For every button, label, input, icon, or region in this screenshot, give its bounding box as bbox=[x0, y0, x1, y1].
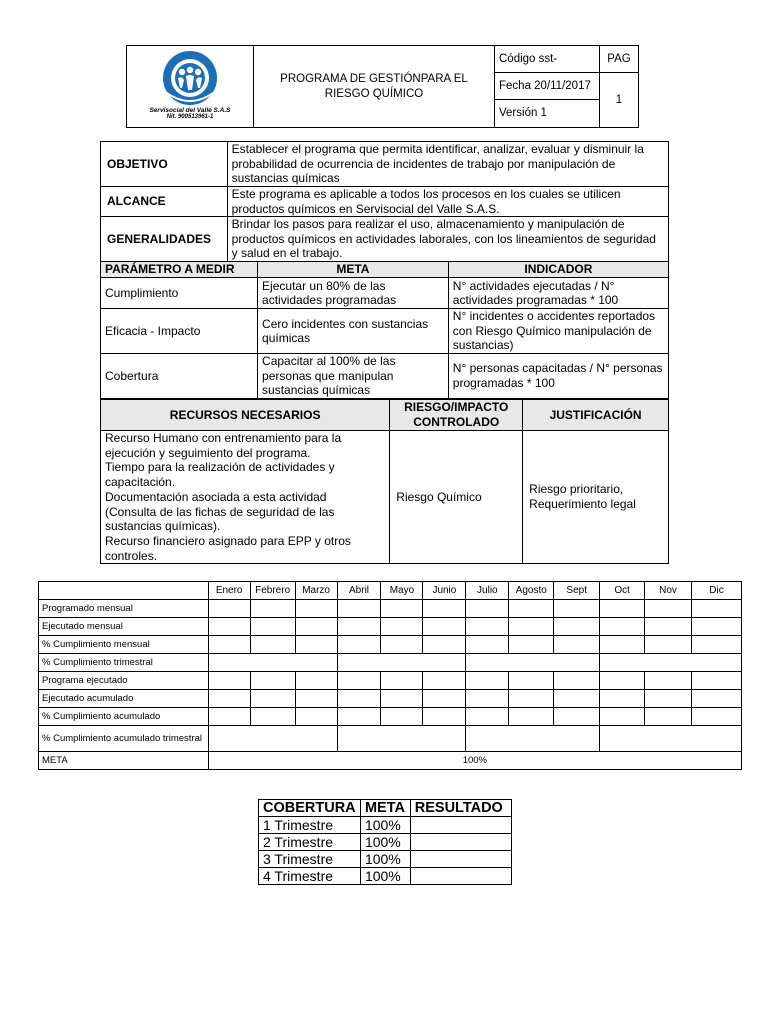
cell[interactable] bbox=[645, 600, 692, 618]
month-header: Sept bbox=[554, 582, 600, 600]
cell[interactable] bbox=[600, 600, 645, 618]
riesgo-text: Riesgo Químico bbox=[390, 431, 523, 564]
cell[interactable] bbox=[509, 672, 554, 690]
cell[interactable] bbox=[423, 618, 466, 636]
pag-value: 1 bbox=[600, 73, 639, 128]
meta-cell: 100% bbox=[360, 817, 410, 834]
cell[interactable] bbox=[381, 600, 423, 618]
month-header: Mayo bbox=[381, 582, 423, 600]
recursos-line: Documentación asociada a esta actividad bbox=[105, 489, 327, 504]
pag-label: PAG bbox=[600, 46, 639, 73]
cell[interactable] bbox=[466, 600, 509, 618]
month-header: Nov bbox=[645, 582, 692, 600]
col-parametro: PARÁMETRO A MEDIR bbox=[101, 262, 258, 278]
cell[interactable] bbox=[600, 636, 645, 654]
cell[interactable] bbox=[600, 708, 645, 726]
table-row bbox=[39, 752, 742, 770]
parametro-name: Cobertura bbox=[101, 354, 258, 399]
justificacion-line-1: Riesgo prioritario, bbox=[529, 482, 624, 497]
cell[interactable] bbox=[295, 690, 337, 708]
quarter-cell[interactable] bbox=[337, 654, 466, 672]
cell[interactable] bbox=[466, 690, 509, 708]
table-row bbox=[39, 726, 742, 752]
table-row bbox=[39, 600, 742, 618]
document-header bbox=[126, 45, 639, 128]
quarter-cell[interactable] bbox=[600, 654, 742, 672]
cell[interactable] bbox=[423, 636, 466, 654]
col-justificacion: JUSTIFICACIÓN bbox=[523, 400, 669, 431]
cell[interactable] bbox=[554, 672, 600, 690]
cell[interactable] bbox=[337, 636, 381, 654]
row-label: Ejecutado acumulado bbox=[39, 690, 209, 708]
cell[interactable] bbox=[554, 600, 600, 618]
table-row bbox=[259, 851, 512, 868]
company-logo-icon bbox=[155, 50, 225, 106]
col-resultado: RESULTADO bbox=[410, 800, 511, 817]
cell[interactable] bbox=[337, 672, 381, 690]
row-label: % Cumplimiento trimestral bbox=[39, 654, 209, 672]
resultado-cell[interactable] bbox=[410, 851, 511, 868]
cell[interactable] bbox=[691, 708, 741, 726]
cell[interactable] bbox=[691, 600, 741, 618]
cobertura-table bbox=[258, 799, 512, 885]
parametro-indicador: N° actividades ejecutadas / N° actividades programadas * 100 bbox=[448, 278, 668, 309]
recursos-line: Tiempo para la realización de actividades y bbox=[105, 460, 335, 475]
meta-value: 100% bbox=[208, 752, 741, 770]
table-row bbox=[39, 618, 742, 636]
row-label: META bbox=[39, 752, 209, 770]
table-row bbox=[259, 868, 512, 885]
cell[interactable] bbox=[337, 708, 381, 726]
company-name: Servisocial del Valle S.A.S bbox=[149, 107, 231, 114]
meta-cell: 100% bbox=[360, 834, 410, 851]
recursos-text bbox=[101, 431, 390, 564]
cell[interactable] bbox=[337, 600, 381, 618]
parametro-indicador: N° incidentes o accidentes reportados con Riesgo Químico manipulación de sustancias) bbox=[448, 309, 668, 354]
col-indicador: INDICADOR bbox=[448, 262, 668, 278]
month-header-row bbox=[39, 582, 742, 600]
cell[interactable] bbox=[423, 600, 466, 618]
corner-cell bbox=[39, 582, 209, 600]
title-line-1: PROGRAMA DE GESTIÓNPARA EL bbox=[280, 72, 468, 85]
table-row bbox=[39, 690, 742, 708]
month-header: Abril bbox=[337, 582, 381, 600]
recursos-table bbox=[100, 399, 669, 564]
cell[interactable] bbox=[381, 690, 423, 708]
cell[interactable] bbox=[208, 600, 250, 618]
trimestre-cell: 3 Trimestre bbox=[259, 851, 361, 868]
cell[interactable] bbox=[691, 636, 741, 654]
cell[interactable] bbox=[381, 618, 423, 636]
objetivo-label: OBJETIVO bbox=[101, 142, 228, 187]
month-header: Dic bbox=[691, 582, 741, 600]
cell[interactable] bbox=[509, 600, 554, 618]
month-header: Oct bbox=[600, 582, 645, 600]
recursos-line: sustancias químicas). bbox=[105, 519, 221, 534]
meta-cell: 100% bbox=[360, 868, 410, 885]
parametro-row bbox=[101, 278, 669, 309]
table-row bbox=[259, 817, 512, 834]
cell[interactable] bbox=[645, 618, 692, 636]
col-riesgo-line-2: CONTROLADO bbox=[413, 415, 500, 429]
recursos-line: ejecución y seguimiento del programa. bbox=[105, 445, 311, 460]
quarter-cell[interactable] bbox=[466, 654, 600, 672]
cell[interactable] bbox=[554, 636, 600, 654]
cell[interactable] bbox=[691, 618, 741, 636]
cell[interactable] bbox=[208, 690, 250, 708]
parametro-meta: Capacitar al 100% de las personas que manipulan sustancias químicas bbox=[258, 354, 449, 399]
cell[interactable] bbox=[509, 708, 554, 726]
cell[interactable] bbox=[295, 708, 337, 726]
month-header: Julio bbox=[466, 582, 509, 600]
col-riesgo-line-1: RIESGO/IMPACTO bbox=[404, 400, 509, 415]
cell[interactable] bbox=[466, 672, 509, 690]
cell[interactable] bbox=[554, 618, 600, 636]
cell[interactable] bbox=[295, 600, 337, 618]
cell[interactable] bbox=[466, 618, 509, 636]
cell[interactable] bbox=[645, 672, 692, 690]
cell[interactable] bbox=[295, 618, 337, 636]
cell[interactable] bbox=[466, 636, 509, 654]
title-line-2: RIESGO QUÍMICO bbox=[324, 87, 424, 100]
recursos-line: controles. bbox=[105, 548, 158, 563]
table-row bbox=[39, 708, 742, 726]
justificacion-text bbox=[523, 431, 669, 564]
recursos-line: capacitación. bbox=[105, 475, 176, 490]
parametro-row bbox=[101, 309, 669, 354]
cell[interactable] bbox=[381, 708, 423, 726]
cell[interactable] bbox=[423, 708, 466, 726]
col-meta: META bbox=[258, 262, 449, 278]
company-nit: Nit. 900513961-1 bbox=[166, 114, 214, 120]
cell[interactable] bbox=[509, 618, 554, 636]
col-riesgo bbox=[390, 400, 523, 431]
cell[interactable] bbox=[645, 708, 692, 726]
cell[interactable] bbox=[337, 690, 381, 708]
month-header: Enero bbox=[208, 582, 250, 600]
monthly-tracking-table bbox=[38, 581, 742, 770]
logo-cell bbox=[127, 46, 254, 128]
cell[interactable] bbox=[250, 690, 295, 708]
cell[interactable] bbox=[423, 690, 466, 708]
col-meta: META bbox=[360, 800, 410, 817]
cell[interactable] bbox=[208, 636, 250, 654]
cell[interactable] bbox=[554, 690, 600, 708]
alcance-label: ALCANCE bbox=[101, 187, 228, 217]
codigo-cell: Código sst- bbox=[495, 46, 600, 73]
cell[interactable] bbox=[645, 690, 692, 708]
row-label: % Cumplimiento acumulado trimestral bbox=[39, 726, 209, 752]
recursos-line: Recurso Humano con entrenamiento para la bbox=[105, 431, 342, 445]
cell[interactable] bbox=[600, 672, 645, 690]
cell[interactable] bbox=[554, 708, 600, 726]
parametro-indicador: N° personas capacitadas / N° personas programadas * 100 bbox=[448, 354, 668, 399]
document-title bbox=[254, 46, 495, 128]
generalidades-label: GENERALIDADES bbox=[101, 217, 228, 262]
cell[interactable] bbox=[208, 618, 250, 636]
cell[interactable] bbox=[250, 672, 295, 690]
recursos-line: Recurso financiero asignado para EPP y otros bbox=[105, 533, 351, 548]
quarter-cell[interactable] bbox=[208, 726, 337, 752]
cell[interactable] bbox=[423, 672, 466, 690]
objetivo-text: Establecer el programa que permita identificar, analizar, evaluar y disminuir la probabilidad de ocurrencia de incidentes de trabajo por manipulación de sustancias químicas bbox=[227, 142, 668, 187]
resultado-cell[interactable] bbox=[410, 868, 511, 885]
parametro-meta: Cero incidentes con sustancias químicas bbox=[258, 309, 449, 354]
cell[interactable] bbox=[295, 636, 337, 654]
table-row bbox=[39, 636, 742, 654]
justificacion-line-2: Requerimiento legal bbox=[529, 497, 636, 512]
row-label: % Cumplimiento mensual bbox=[39, 636, 209, 654]
cell[interactable] bbox=[645, 636, 692, 654]
version-cell: Versión 1 bbox=[495, 99, 600, 127]
quarter-cell[interactable] bbox=[466, 726, 600, 752]
table-row bbox=[39, 654, 742, 672]
recursos-line: (Consulta de las fichas de seguridad de las bbox=[105, 504, 335, 519]
cell[interactable] bbox=[250, 618, 295, 636]
cell[interactable] bbox=[295, 672, 337, 690]
cell[interactable] bbox=[509, 690, 554, 708]
alcance-text: Este programa es aplicable a todos los procesos en los cuales se utilicen productos químicos en Servisocial del Valle S.A.S. bbox=[227, 187, 668, 217]
fecha-cell: Fecha 20/11/2017 bbox=[495, 73, 600, 99]
row-label: Programa ejecutado bbox=[39, 672, 209, 690]
meta-cell: 100% bbox=[360, 851, 410, 868]
month-header: Agosto bbox=[509, 582, 554, 600]
row-label: Programado mensual bbox=[39, 600, 209, 618]
trimestre-cell: 2 Trimestre bbox=[259, 834, 361, 851]
parametro-row bbox=[101, 354, 669, 399]
row-label: % Cumplimiento acumulado bbox=[39, 708, 209, 726]
cell[interactable] bbox=[691, 672, 741, 690]
col-cobertura: COBERTURA bbox=[259, 800, 361, 817]
quarter-cell[interactable] bbox=[208, 654, 337, 672]
cell[interactable] bbox=[208, 672, 250, 690]
trimestre-cell: 1 Trimestre bbox=[259, 817, 361, 834]
parametro-name: Cumplimiento bbox=[101, 278, 258, 309]
cell[interactable] bbox=[250, 708, 295, 726]
month-header: Marzo bbox=[295, 582, 337, 600]
parametro-name: Eficacia - Impacto bbox=[101, 309, 258, 354]
cell[interactable] bbox=[466, 708, 509, 726]
cell[interactable] bbox=[250, 600, 295, 618]
trimestre-cell: 4 Trimestre bbox=[259, 868, 361, 885]
cell[interactable] bbox=[600, 690, 645, 708]
quarter-cell[interactable] bbox=[337, 726, 466, 752]
generalidades-text: Brindar los pasos para realizar el uso, almacenamiento y manipulación de productos químicos en actividades laborales, con los lineamientos de seguridad y salud en el trabajo. bbox=[227, 217, 668, 262]
row-label: Ejecutado mensual bbox=[39, 618, 209, 636]
resultado-cell[interactable] bbox=[410, 817, 511, 834]
cell[interactable] bbox=[208, 708, 250, 726]
cell[interactable] bbox=[337, 618, 381, 636]
cell[interactable] bbox=[250, 636, 295, 654]
cell[interactable] bbox=[381, 636, 423, 654]
table-row bbox=[259, 834, 512, 851]
quarter-cell[interactable] bbox=[600, 726, 742, 752]
program-table bbox=[100, 141, 669, 399]
cell[interactable] bbox=[691, 690, 741, 708]
table-row bbox=[39, 672, 742, 690]
cell[interactable] bbox=[509, 636, 554, 654]
month-header: Febrero bbox=[250, 582, 295, 600]
cell[interactable] bbox=[381, 672, 423, 690]
parametro-meta: Ejecutar un 80% de las actividades programadas bbox=[258, 278, 449, 309]
resultado-cell[interactable] bbox=[410, 834, 511, 851]
col-recursos: RECURSOS NECESARIOS bbox=[101, 400, 390, 431]
month-header: Junio bbox=[423, 582, 466, 600]
cell[interactable] bbox=[600, 618, 645, 636]
